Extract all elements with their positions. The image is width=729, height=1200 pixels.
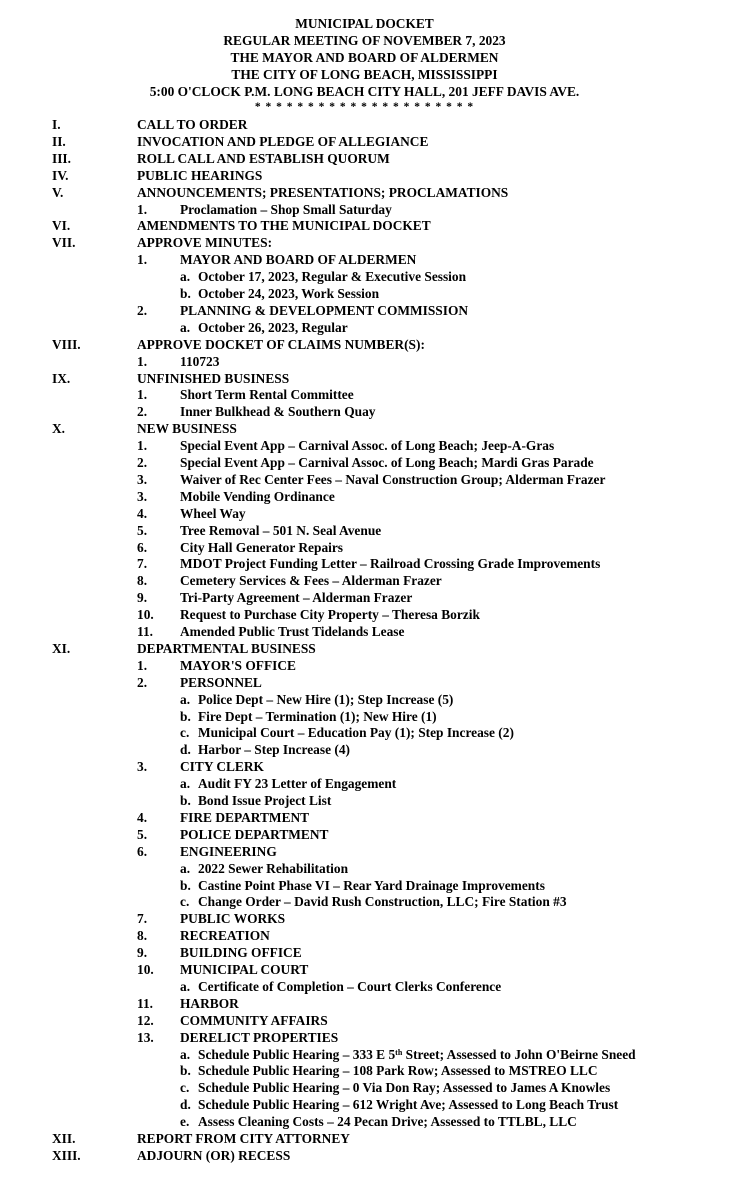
city-line: THE CITY OF LONG BEACH, MISSISSIPPI (231, 67, 498, 82)
item-text: Tri-Party Agreement – Alderman Frazer (180, 590, 413, 606)
item-text: City Hall Generator Repairs (180, 539, 344, 555)
item-number: 1. (137, 438, 148, 454)
subitem-letter: c. (180, 1080, 190, 1096)
subitem-letter: b. (180, 708, 191, 724)
item-number: 3. (137, 471, 148, 487)
section-number: XII. (52, 1131, 76, 1146)
subitem-text: Police Dept – New Hire (1); Step Increase (5) (198, 691, 454, 707)
item-number: 6. (137, 843, 148, 859)
item-number: 5. (137, 826, 148, 842)
section-number: I. (52, 117, 61, 132)
item-text: HARBOR (180, 995, 239, 1011)
subitem-letter: a. (180, 269, 191, 285)
subitem-letter: a. (180, 319, 191, 335)
section-title: UNFINISHED BUSINESS (137, 370, 290, 386)
item-number: 12. (137, 1012, 154, 1028)
governing-body-line: THE MAYOR AND BOARD OF ALDERMEN (230, 50, 499, 65)
subitem-text: October 24, 2023, Work Session (198, 286, 380, 301)
section-title: APPROVE DOCKET OF CLAIMS NUMBER(S): (137, 336, 425, 352)
section-title: NEW BUSINESS (137, 421, 237, 437)
item-text: MUNICIPAL COURT (180, 962, 309, 977)
item-number: 11. (137, 624, 153, 639)
subitem-text: Change Order – David Rush Construction, LLC; Fire Station #3 (198, 894, 567, 910)
item-number: 1. (137, 353, 148, 369)
subitem-letter: a. (180, 978, 191, 994)
separator-stars: * * * * * * * * * * * * * * * * * * * * * (254, 101, 475, 113)
item-number: 6. (137, 539, 148, 555)
item-text: MAYOR'S OFFICE (180, 657, 296, 673)
item-number: 4. (137, 505, 148, 521)
subitem-letter: e. (180, 1114, 190, 1130)
subitem-letter: b. (180, 286, 191, 301)
subitem-text: Fire Dept – Termination (1); New Hire (1) (198, 708, 437, 724)
subitem-text-part: Schedule Public Hearing – 333 E 5 (198, 1046, 396, 1062)
item-text: PERSONNEL (180, 674, 262, 690)
subitem-letter: b. (180, 793, 191, 808)
item-number: 11. (137, 995, 153, 1011)
section-title: APPROVE MINUTES: (137, 235, 273, 251)
item-number: 8. (137, 928, 148, 944)
item-text: Amended Public Trust Tidelands Lease (180, 624, 405, 639)
section-title: CALL TO ORDER (137, 117, 248, 132)
item-number: 1. (137, 657, 148, 673)
section-title: ADJOURN (OR) RECESS (137, 1147, 291, 1163)
item-number: 13. (137, 1029, 154, 1045)
section-number: XI. (52, 640, 71, 656)
item-number: 3. (137, 488, 148, 504)
section-title: PUBLIC HEARINGS (137, 167, 263, 183)
meeting-line: REGULAR MEETING OF NOVEMBER 7, 2023 (223, 33, 506, 48)
ordinal-suffix: th (395, 1047, 403, 1057)
subitem-text: October 17, 2023, Regular & Executive Session (198, 269, 467, 285)
item-text: Request to Purchase City Property – Theresa Borzik (180, 607, 480, 623)
subitem-letter: a. (180, 860, 191, 876)
subitem-letter: b. (180, 1063, 191, 1079)
subitem-letter: d. (180, 1097, 191, 1113)
section-title: ANNOUNCEMENTS; PRESENTATIONS; PROCLAMATIONS (137, 184, 509, 200)
item-text: Waiver of Rec Center Fees – Naval Construction Group; Alderman Frazer (180, 471, 606, 487)
subitem-letter: c. (180, 725, 190, 741)
item-number: 10. (137, 962, 154, 977)
section-number: VIII. (52, 336, 81, 352)
item-number: 1. (137, 201, 148, 217)
subitem-text: Municipal Court – Education Pay (1); Step Increase (2) (198, 725, 514, 741)
subitem-text: Assess Cleaning Costs – 24 Pecan Drive; Assessed to TTLBL, LLC (198, 1114, 577, 1130)
item-number: 5. (137, 522, 148, 538)
section-number: X. (52, 421, 66, 437)
docket-title: MUNICIPAL DOCKET (295, 16, 434, 31)
subitem-letter: c. (180, 894, 190, 910)
item-number: 7. (137, 556, 148, 572)
subitem-letter: d. (180, 742, 191, 758)
section-title: ROLL CALL AND ESTABLISH QUORUM (137, 150, 390, 166)
subitem-letter: a. (180, 1046, 191, 1062)
subitem-text: 2022 Sewer Rehabilitation (198, 860, 349, 876)
subitem-text: Audit FY 23 Letter of Engagement (198, 776, 397, 792)
item-text: POLICE DEPARTMENT (180, 826, 329, 842)
item-text: Special Event App – Carnival Assoc. of Long Beach; Jeep-A-Gras (180, 438, 555, 454)
item-number: 9. (137, 590, 148, 606)
section-number: V. (52, 184, 64, 200)
item-text: MDOT Project Funding Letter – Railroad Crossing Grade Improvements (180, 556, 601, 572)
section-number: VI. (52, 218, 71, 234)
subitem-text: Bond Issue Project List (198, 793, 332, 808)
subitem-letter: a. (180, 691, 191, 707)
subitem-text: Castine Point Phase VI – Rear Yard Drainage Improvements (198, 877, 545, 893)
item-number: 7. (137, 911, 148, 927)
subitem-text: Schedule Public Hearing – 612 Wright Ave; Assessed to Long Beach Trust (198, 1097, 619, 1113)
section-title: REPORT FROM CITY ATTORNEY (137, 1131, 350, 1146)
item-text: Special Event App – Carnival Assoc. of Long Beach; Mardi Gras Parade (180, 455, 594, 470)
item-number: 1. (137, 387, 148, 403)
subitem-text (198, 1048, 636, 1061)
subitem-letter: a. (180, 776, 191, 792)
section-number: XIII. (52, 1147, 81, 1163)
section-number: IX. (52, 370, 71, 386)
item-text: ENGINEERING (180, 843, 277, 859)
item-number: 2. (137, 674, 148, 690)
item-text: RECREATION (180, 928, 270, 944)
item-text: BUILDING OFFICE (180, 945, 302, 961)
item-text: CITY CLERK (180, 759, 264, 775)
subitem-text: Certificate of Completion – Court Clerks Conference (198, 978, 502, 994)
item-number: 1. (137, 252, 148, 268)
item-text: MAYOR AND BOARD OF ALDERMEN (180, 252, 417, 268)
subitem-text: Schedule Public Hearing – 108 Park Row; Assessed to MSTREO LLC (198, 1063, 598, 1079)
subitem-text-part: Street; Assessed to John O'Beirne Sneed (402, 1046, 636, 1062)
section-title: DEPARTMENTAL BUSINESS (137, 640, 316, 656)
section-title: INVOCATION AND PLEDGE OF ALLEGIANCE (137, 133, 429, 149)
item-number: 2. (137, 455, 148, 470)
item-text: Cemetery Services & Fees – Alderman Frazer (180, 573, 442, 589)
item-number: 4. (137, 809, 148, 825)
section-number: VII. (52, 235, 76, 251)
item-number: 2. (137, 302, 148, 318)
item-text: 110723 (180, 353, 220, 369)
item-text: Proclamation – Shop Small Saturday (180, 201, 392, 217)
section-number: III. (52, 150, 71, 166)
item-text: COMMUNITY AFFAIRS (180, 1012, 328, 1028)
section-number: II. (52, 133, 66, 149)
subitem-text: Harbor – Step Increase (4) (198, 742, 350, 758)
subitem-text: Schedule Public Hearing – 0 Via Don Ray; Assessed to James A Knowles (198, 1080, 611, 1096)
item-text: Tree Removal – 501 N. Seal Avenue (180, 522, 382, 538)
item-text: PUBLIC WORKS (180, 911, 286, 927)
item-text: PLANNING & DEVELOPMENT COMMISSION (180, 302, 469, 318)
subitem-letter: b. (180, 877, 191, 893)
time-place-line: 5:00 O'CLOCK P.M. LONG BEACH CITY HALL, 201 JEFF DAVIS AVE. (149, 84, 580, 99)
item-text: Wheel Way (180, 505, 246, 521)
section-title: AMENDMENTS TO THE MUNICIPAL DOCKET (137, 218, 431, 234)
item-number: 9. (137, 945, 148, 961)
item-text: Inner Bulkhead & Southern Quay (180, 404, 376, 420)
section-number: IV. (52, 167, 69, 183)
item-text: DERELICT PROPERTIES (180, 1029, 339, 1045)
item-number: 10. (137, 607, 154, 623)
item-text: Short Term Rental Committee (180, 387, 354, 403)
item-number: 3. (137, 759, 148, 775)
item-text: Mobile Vending Ordinance (180, 488, 335, 504)
item-number: 8. (137, 573, 148, 589)
item-number: 2. (137, 404, 148, 420)
subitem-text: October 26, 2023, Regular (198, 319, 348, 335)
item-text: FIRE DEPARTMENT (180, 809, 310, 825)
